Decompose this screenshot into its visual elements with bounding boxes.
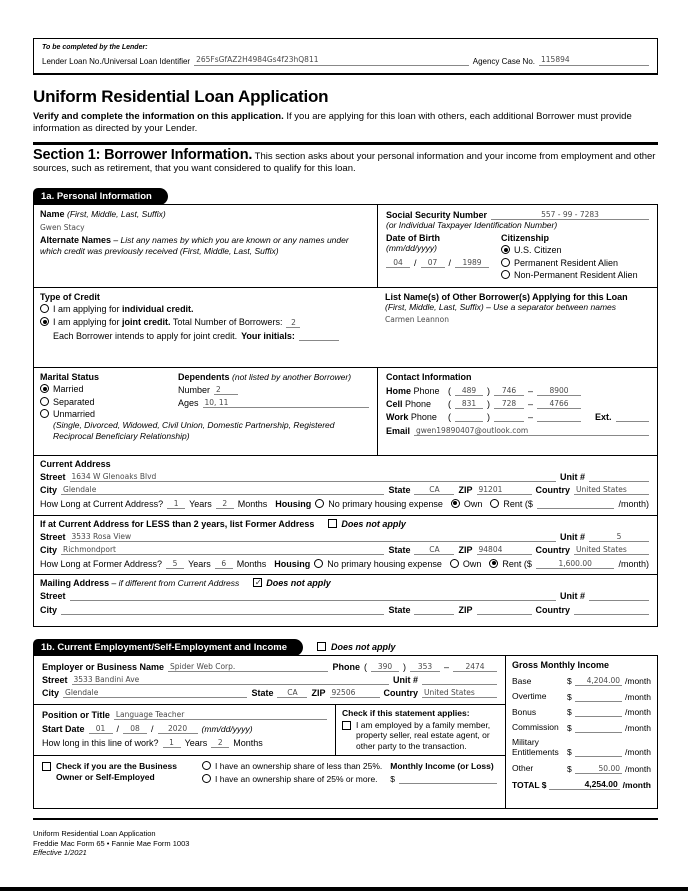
- former-unit-field[interactable]: 5: [589, 531, 649, 542]
- former-country-field[interactable]: United States: [574, 544, 649, 555]
- citizenship-option-permanent: Permanent Resident Alien: [501, 258, 649, 268]
- dob-slash-2: /: [448, 257, 452, 268]
- statement-text: I am employed by a family member, property seller, real estate agent, or other party to the transaction.: [356, 719, 491, 751]
- mailing-street-field[interactable]: [70, 590, 556, 601]
- work-phone-line: Work Phone ( ) – Ext.: [386, 411, 649, 422]
- cell-prefix-field[interactable]: 728: [494, 398, 524, 409]
- employer-zip-field[interactable]: 92506: [330, 687, 380, 698]
- individual-credit-option: I am applying for individual credit.: [40, 304, 369, 314]
- marital-dependents-column: [34, 368, 377, 455]
- marital-option-married: Married: [40, 384, 178, 394]
- ownership-options: [202, 761, 382, 784]
- citizenship-block: [501, 233, 649, 281]
- employer-phone-prefix-field[interactable]: 353: [410, 661, 440, 672]
- mailing-does-not-apply-checkbox[interactable]: [253, 578, 262, 587]
- current-address-row: [34, 455, 657, 515]
- employment-does-not-apply-checkbox[interactable]: [317, 642, 326, 651]
- email-line: [386, 425, 649, 436]
- footer-form-name: Uniform Residential Loan Application: [33, 829, 156, 838]
- other-borrowers-hint: (First, Middle, Last, Suffix) – Use a separator between names: [385, 301, 617, 312]
- mailing-address-heading-line: Mailing Address – if different from Current Address ✓ Does not apply: [40, 578, 649, 588]
- current-rent-radio[interactable]: [490, 499, 499, 508]
- dob-year-field[interactable]: 1989: [455, 257, 489, 268]
- mailing-street-line: Street Unit #: [40, 590, 649, 601]
- agency-case-field[interactable]: 115894: [539, 55, 649, 66]
- other-borrowers-label: List Name(s) of Other Borrower(s) Applying for this Loan: [385, 291, 628, 302]
- marital-dependents-row: [40, 372, 369, 420]
- income-row-other: Other $ 50.00 /month: [512, 763, 651, 774]
- current-years-field[interactable]: 1: [167, 498, 185, 509]
- name-column: [34, 205, 377, 287]
- monthly-income-line: $: [390, 773, 497, 784]
- former-zip-field[interactable]: 94804: [477, 544, 532, 555]
- citizenship-option-us: U.S. Citizen: [501, 245, 649, 255]
- alternate-names-line: Alternate Names – List any names by which you are known or any names under which credit was previously received (First, Middle, Last, Suffix): [40, 234, 349, 256]
- current-zip-field[interactable]: 91201: [477, 484, 532, 495]
- home-prefix-field[interactable]: 746: [494, 385, 524, 396]
- income-base-field[interactable]: 4,204.00: [575, 675, 622, 686]
- section-divider-rule: [33, 142, 658, 145]
- footer-rule: [33, 818, 658, 821]
- current-no-expense-radio[interactable]: [315, 499, 324, 508]
- other-borrowers-column: [377, 288, 657, 367]
- employer-line: Employer or Business Name Spider Web Corp. Phone ( 390 ) 353 – 2474: [42, 661, 497, 672]
- page-content: [33, 0, 658, 858]
- dob-hint: (mm/dd/yyyy): [386, 242, 437, 253]
- cell-phone-line: Cell Phone ( 831 ) 728 – 4766: [386, 398, 649, 409]
- dob-slash-1: /: [414, 257, 417, 268]
- work-line-field[interactable]: [537, 411, 581, 422]
- income-row-bonus: Bonus $ /month: [512, 706, 651, 717]
- employer-unit-field[interactable]: [422, 674, 497, 685]
- section1-description: This section asks about your personal information and your income from employment and other sources, such as retirement, that you want considered to qualify for this loan.: [33, 150, 656, 174]
- unmarried-radio[interactable]: [40, 409, 49, 418]
- mailing-country-field[interactable]: [574, 604, 649, 615]
- current-months-field[interactable]: 2: [216, 498, 234, 509]
- business-owner-row: [34, 755, 505, 791]
- employer-phone-line-field[interactable]: 2474: [453, 661, 497, 672]
- current-country-field[interactable]: United States: [574, 484, 649, 495]
- ssn-line: [386, 209, 649, 220]
- total-label: TOTAL $: [512, 780, 547, 790]
- ssn-column: [377, 205, 657, 287]
- page-title: Uniform Residential Loan Application: [33, 87, 329, 106]
- loan-id-field[interactable]: 265FsGfAZ2H4984Gs4f23hQ811: [194, 55, 469, 66]
- former-city-line: City Richmondport State CA ZIP 94804 Country United States: [40, 544, 649, 555]
- mailing-unit-field[interactable]: [589, 590, 649, 601]
- agency-case-label: Agency Case No.: [472, 57, 535, 66]
- ownership-lt25-option: I have an ownership share of less than 25%.: [202, 761, 382, 771]
- employer-section: [34, 656, 505, 704]
- current-own-radio[interactable]: [451, 499, 460, 508]
- dependents-label-line: Dependents (not listed by another Borrower): [178, 371, 352, 382]
- intro-bold: Verify and complete the information on this application.: [33, 111, 284, 122]
- current-state-field[interactable]: CA: [414, 484, 454, 495]
- name-value[interactable]: Gwen Stacy: [40, 222, 85, 232]
- income-row-military: Military Entitlements $ /month: [512, 737, 651, 757]
- income-bonus-field[interactable]: [575, 707, 622, 717]
- employer-street-field[interactable]: 3533 Bandini Ave: [72, 674, 389, 685]
- lender-box: [33, 38, 658, 75]
- permanent-resident-radio[interactable]: [501, 258, 510, 267]
- mailing-city-line: City State ZIP Country: [40, 604, 649, 615]
- former-duration-line: How Long at Former Address? 5 Years 6 Months Housing No primary housing expense Own Rent ($ 1,600.00 /month): [40, 558, 649, 569]
- dependents-ages-line: Ages 10, 11: [178, 397, 369, 408]
- statement-block: [335, 705, 505, 756]
- name-label-line: Name (First, Middle, Last, Suffix): [40, 208, 166, 219]
- dob-citizenship-row: [386, 233, 649, 281]
- type-of-credit-label: Type of Credit: [40, 291, 100, 302]
- position-statement-row: [34, 704, 505, 756]
- ext-field[interactable]: [616, 411, 649, 422]
- current-duration-line: How Long at Current Address? 1 Years 2 Months Housing No primary housing expense Own Rent ($ /month): [40, 498, 649, 509]
- current-city-field[interactable]: Glendale: [61, 484, 384, 495]
- tab-1b-employment: 1b. Current Employment/Self-Employment and Income: [33, 639, 303, 656]
- marital-note: (Single, Divorced, Widowed, Civil Union, Domestic Partnership, Registered Reciprocal Beneficiary Relationship): [53, 420, 335, 441]
- statement-label: Check if this statement applies:: [342, 707, 470, 718]
- mailing-address-row: [34, 574, 657, 626]
- employer-city-line: City Glendale State CA ZIP 92506 Country United States: [42, 687, 497, 698]
- lender-line: [42, 55, 649, 66]
- mailing-address-heading: Mailing Address: [40, 577, 110, 588]
- statement-option: [342, 720, 499, 752]
- ssn-hint: (or Individual Taxpayer Identification Number): [386, 219, 558, 230]
- intro-paragraph: [33, 111, 658, 135]
- monthly-income-label: Monthly Income (or Loss): [390, 761, 494, 771]
- current-unit-field[interactable]: [589, 471, 649, 482]
- dependents-number-field[interactable]: 2: [214, 384, 238, 395]
- tab-1a-personal-information: 1a. Personal Information: [33, 188, 168, 205]
- marital-block: [40, 372, 178, 420]
- monthly-income-block: [390, 761, 497, 784]
- joint-initials-line: Each Borrower intends to apply for joint credit. Your initials:: [40, 330, 369, 341]
- ssn-label: Social Security Number: [386, 209, 488, 220]
- ownership-gte25-option: I have an ownership share of 25% or more.: [202, 774, 382, 784]
- mailing-state-field[interactable]: [414, 604, 454, 615]
- mailing-city-field[interactable]: [61, 604, 384, 615]
- business-owner-checkbox[interactable]: [42, 762, 51, 771]
- lender-note: To be completed by the Lender:: [42, 44, 148, 51]
- citizenship-option-nonpermanent: Non-Permanent Resident Alien: [501, 270, 649, 280]
- dob-day-field[interactable]: 07: [421, 257, 445, 268]
- row-name-ssn: [34, 205, 657, 287]
- dependents-block: [178, 372, 369, 420]
- position-line: Position or Title Language Teacher: [42, 709, 327, 720]
- income-row-overtime: Overtime $ /month: [512, 691, 651, 702]
- income-military-field[interactable]: [575, 747, 622, 757]
- former-own-radio[interactable]: [450, 559, 459, 568]
- income-row-total: TOTAL $ 4,254.00 /month: [512, 779, 651, 790]
- work-prefix-field[interactable]: [494, 411, 524, 422]
- dob-month-field[interactable]: 04: [386, 257, 410, 268]
- dependents-ages-field[interactable]: 10, 11: [203, 397, 369, 408]
- email-field[interactable]: gwen19890407@outlook.com: [414, 425, 649, 436]
- home-phone-line: Home Phone ( 489 ) 746 – 8900: [386, 385, 649, 396]
- employer-field[interactable]: Spider Web Corp.: [168, 661, 328, 672]
- start-month-field[interactable]: 01: [89, 723, 113, 734]
- type-of-credit-column: [34, 288, 377, 367]
- page-footer: [33, 829, 658, 858]
- position-block: [34, 705, 335, 756]
- section1-heading-block: [33, 146, 658, 176]
- employer-phone-area-field[interactable]: 390: [371, 661, 399, 672]
- current-city-line: City Glendale State CA ZIP 91201 Country United States: [40, 484, 649, 495]
- former-street-field[interactable]: 3533 Rosa View: [70, 531, 556, 542]
- work-area-field[interactable]: [455, 411, 483, 422]
- dob-block: [386, 233, 501, 281]
- us-citizen-radio[interactable]: [501, 245, 510, 254]
- marital-option-separated: Separated: [40, 397, 178, 407]
- joint-credit-radio[interactable]: [40, 317, 49, 326]
- gross-income-title: Gross Monthly Income: [512, 659, 610, 670]
- row-marital-contact: [34, 367, 657, 455]
- employment-dna-group: Does not apply: [317, 642, 396, 652]
- income-row-base: Base $ 4,204.00 /month: [512, 675, 651, 686]
- row-type-of-credit: [34, 287, 657, 367]
- owner-check-group: Check if you are the Business Owner or Self-Employed: [42, 761, 194, 784]
- former-address-heading-line: If at Current Address for LESS than 2 years, list Former Address Does not apply: [40, 518, 406, 529]
- loan-id-label: Lender Loan No./Universal Loan Identifier: [42, 57, 191, 66]
- current-address-heading: Current Address: [40, 458, 111, 469]
- ownership-lt25-radio[interactable]: [202, 761, 211, 770]
- income-total-field[interactable]: 4,254.00: [549, 779, 619, 790]
- line-of-work-line: How long in this line of work? 1 Years 2 Months: [42, 737, 263, 748]
- former-does-not-apply-checkbox[interactable]: [328, 519, 337, 528]
- contact-column: [377, 368, 657, 455]
- work-months-field[interactable]: 2: [211, 737, 229, 748]
- other-borrowers-value[interactable]: Carmen Leannon: [385, 314, 449, 324]
- individual-credit-radio[interactable]: [40, 304, 49, 313]
- current-street-field[interactable]: 1634 W Glenoaks Blvd: [70, 471, 556, 482]
- former-rent-radio[interactable]: [489, 559, 498, 568]
- statement-checkbox[interactable]: [342, 721, 351, 730]
- intro-rest: If you are applying for this loan with others, each additional Borrower must provide information as directed by your Lender.: [33, 111, 632, 134]
- tab-1a-row: [33, 188, 658, 204]
- former-street-line: Street 3533 Rosa View Unit # 5: [40, 531, 649, 542]
- monthly-income-field[interactable]: [399, 773, 497, 784]
- home-line-field[interactable]: 8900: [537, 385, 581, 396]
- mailing-zip-field[interactable]: [477, 604, 532, 615]
- work-years-field[interactable]: 1: [163, 737, 181, 748]
- employer-city-field[interactable]: Glendale: [63, 687, 247, 698]
- dob-fields: [386, 257, 501, 268]
- employer-state-field[interactable]: CA: [277, 687, 307, 698]
- employer-street-line: Street 3533 Bandini Ave Unit #: [42, 674, 497, 685]
- start-date-line: Start Date 01 / 08 / 2020 (mm/dd/yyyy): [42, 723, 253, 734]
- separated-radio[interactable]: [40, 397, 49, 406]
- dependents-number-line: Number 2: [178, 384, 369, 395]
- cell-line-field[interactable]: 4766: [537, 398, 581, 409]
- start-day-field[interactable]: 08: [123, 723, 147, 734]
- start-year-field[interactable]: 2020: [158, 723, 198, 734]
- position-field[interactable]: Language Teacher: [114, 709, 327, 720]
- former-rent-amount-field[interactable]: 1,600.00: [536, 558, 615, 569]
- former-address-heading: If at Current Address for LESS than 2 years, list Former Address: [40, 518, 315, 529]
- gross-income-column: [505, 656, 657, 808]
- email-label: Email: [386, 425, 411, 436]
- former-state-field[interactable]: CA: [414, 544, 454, 555]
- dob-label: Date of Birth: [386, 232, 440, 243]
- non-permanent-resident-radio[interactable]: [501, 270, 510, 279]
- ssn-field[interactable]: 557 - 99 - 7283: [491, 209, 649, 220]
- section1-heading: Section 1: Borrower Information.: [33, 146, 253, 163]
- cell-area-field[interactable]: 831: [455, 398, 483, 409]
- employment-left-column: [34, 656, 505, 808]
- former-months-field[interactable]: 6: [215, 558, 233, 569]
- page-bottom-bar: [0, 887, 688, 891]
- citizenship-label: Citizenship: [501, 232, 550, 243]
- joint-credit-option: I am applying for joint credit. Total Number of Borrowers: 2: [40, 317, 369, 328]
- income-overtime-field[interactable]: [575, 692, 622, 702]
- home-area-field[interactable]: 489: [455, 385, 483, 396]
- income-commission-field[interactable]: [575, 723, 622, 733]
- income-row-commission: Commission $ /month: [512, 722, 651, 733]
- ownership-gte25-radio[interactable]: [202, 774, 211, 783]
- former-address-row: [34, 515, 657, 574]
- personal-information-box: [33, 204, 658, 627]
- current-rent-amount-field[interactable]: [537, 498, 615, 509]
- current-street-line: Street 1634 W Glenoaks Blvd Unit #: [40, 471, 649, 482]
- employment-box: [33, 655, 658, 809]
- income-other-field[interactable]: 50.00: [575, 763, 622, 774]
- contact-info-label: Contact Information: [386, 371, 472, 382]
- married-radio[interactable]: [40, 384, 49, 393]
- former-city-field[interactable]: Richmondport: [61, 544, 384, 555]
- former-no-expense-radio[interactable]: [314, 559, 323, 568]
- tab-1b-row: [33, 639, 658, 655]
- employer-country-field[interactable]: United States: [422, 687, 497, 698]
- marital-status-label: Marital Status: [40, 371, 100, 382]
- footer-effective-date: Effective 1/2021: [33, 848, 87, 857]
- ext-label: Ext.: [595, 411, 612, 422]
- marital-option-unmarried: Unmarried: [40, 409, 178, 419]
- former-years-field[interactable]: 5: [166, 558, 184, 569]
- footer-form-numbers: Freddie Mac Form 65 • Fannie Mae Form 1003: [33, 838, 190, 848]
- total-borrowers-field[interactable]: 2: [286, 317, 300, 328]
- initials-field[interactable]: [299, 330, 339, 341]
